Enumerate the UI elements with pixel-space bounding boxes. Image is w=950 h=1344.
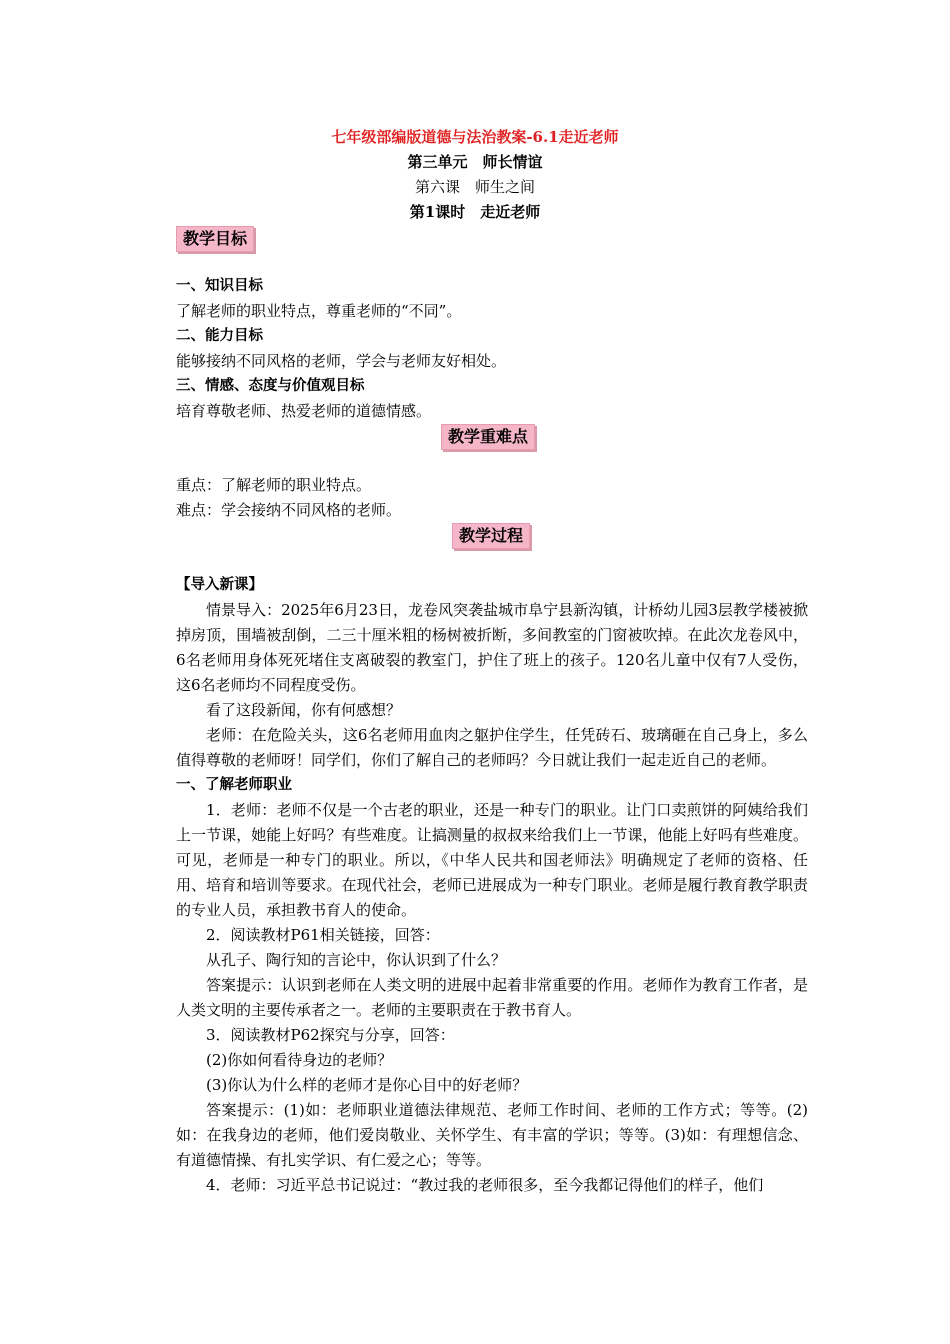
item-2-question: 从孔子、陶行知的言论中，你认识到了什么？ — [206, 951, 507, 969]
item-1-paragraph: 1．老师：老师不仅是一个古老的职业，还是一种专门的职业。让门口卖煎饼的阿姨给我们上一节课，她能上好吗？有些难度。让搞测量的叔叔来给我们上一节课，他能上好吗有些难度。可见，老师是一种专门的职业。所以，《中华人民共和国老师法》明确规定了老师的资格、任用、培育和培训等要求。在现代社会，老师已进展成为一种专门职业。老师是履行教育教学职责的专业人员，承担教书育人的使命。 — [176, 801, 808, 919]
key-point-text: 重点：了解老师的职业特点。 — [176, 476, 372, 494]
difficulty-section — [176, 473, 808, 523]
teaching-goals-badge: 教学目标 — [176, 226, 254, 252]
teaching-process-badge: 教学过程 — [452, 523, 530, 549]
teaching-difficulty-badge: 教学重难点 — [441, 424, 535, 450]
ability-goal-text: 能够接纳不同风格的老师，学会与老师友好相处。 — [176, 352, 507, 370]
part1-heading: 一、了解老师职业 — [176, 777, 292, 793]
emotion-goal-heading: 三、情感、态度与价值观目标 — [176, 378, 365, 394]
intro-paragraph: 情景导入：2025年6月23日，龙卷风突袭盐城市阜宁县新沟镇，计桥幼儿园3层教学楼被掀掉房顶，围墙被刮倒，二三十厘米粗的杨树被折断，多间教室的门窗被吹掉。在此次龙卷风中，6名老师用身体死死堵住支离破裂的教室门，护住了班上的孩子。120名儿童中仅有7人受伤，这6名老师均不同程度受伤。 — [176, 601, 808, 694]
document-title: 七年级部编版道德与法治教案-6.1走近老师 — [331, 128, 619, 146]
knowledge-goal-heading: 一、知识目标 — [176, 278, 263, 294]
item-3-question-2: (2)你如何看待身边的老师？ — [206, 1051, 393, 1069]
item-4-paragraph: 4．老师：习近平总书记说过：“教过我的老师很多，至今我都记得他们的样子，他们 — [206, 1176, 764, 1194]
unit-heading: 第三单元 师长情谊 — [407, 153, 543, 171]
intro-question: 看了这段新闻，你有何感想？ — [206, 701, 402, 719]
process-section — [176, 573, 808, 1198]
item-3-prompt: 3．阅读教材P62探究与分享，回答： — [206, 1026, 455, 1044]
hard-point-text: 难点：学会接纳不同风格的老师。 — [176, 501, 402, 519]
item-2-answer: 答案提示：认识到老师在人类文明的进展中起着非常重要的作用。老师作为教育工作者，是人类文明的主要传承者之一。老师的主要职责在于教书育人。 — [176, 976, 808, 1019]
goals-section — [176, 274, 808, 424]
period-heading: 第1课时 走近老师 — [409, 203, 541, 221]
knowledge-goal-text: 了解老师的职业特点，尊重老师的“不同”。 — [176, 302, 462, 320]
emotion-goal-text: 培育尊敬老师、热爱老师的道德情感。 — [176, 402, 432, 420]
ability-goal-heading: 二、能力目标 — [176, 328, 263, 344]
intro-heading: 【导入新课】 — [176, 577, 263, 593]
item-3-question-3: (3)你认为什么样的老师才是你心目中的好老师？ — [206, 1076, 528, 1094]
lesson-heading: 第六课 师生之间 — [414, 178, 535, 196]
item-3-answer: 答案提示：(1)如：老师职业道德法律规范、老师工作时间、老师的工作方式；等等。(2)如：在我身边的老师，他们爱岗敬业、关怀学生、有丰富的学识；等等。(3)如：有理想信念、有道德情操、有扎实学识、有仁爱之心；等等。 — [176, 1101, 808, 1169]
item-2-prompt: 2．阅读教材P61相关链接，回答： — [206, 926, 440, 944]
teacher-remark: 老师：在危险关头，这6名老师用血肉之躯护住学生，任凭砖石、玻璃砸在自己身上，多么值得尊敬的老师呀！同学们，你们了解自己的老师吗？今日就让我们一起走近自己的老师。 — [176, 726, 808, 769]
